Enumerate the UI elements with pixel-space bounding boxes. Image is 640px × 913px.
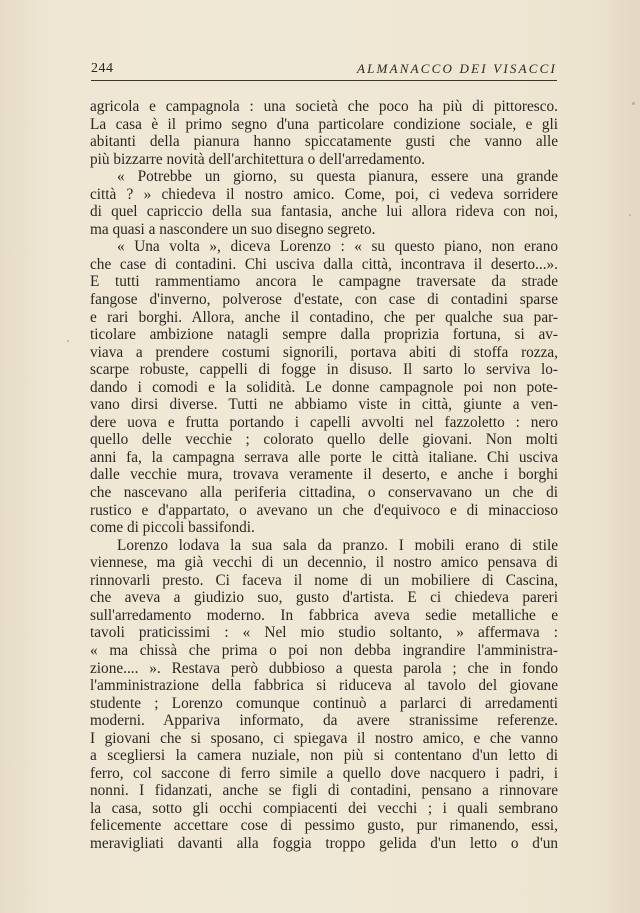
text-line: fangose d'inverno, polverose d'estate, con case di contadini sparse [90,291,558,309]
text-line: tavoli praticissimi : « Nel mio studio soltanto, » affermava : [90,624,558,642]
text-line: dando i comodi e la solidità. Le donne campagnole poi non pote- [90,378,558,396]
text-line: a scegliersi la camera nuziale, non più si contentano d'un letto di [90,747,558,765]
running-head [91,60,557,81]
text-line: E tutti rammentiamo ancora le campagne traversate da strade [90,273,558,291]
text-line: rinnovarli presto. Ci faceva il nome di un mobiliere di Cascina, [90,571,558,589]
body-text [90,98,558,853]
text-line: ferro, col saccone di ferro simile a quello dove nacquero i padri, i [90,764,558,782]
text-line: ma quasi a nascondere un suo disegno segreto. [90,220,376,238]
text-line: la casa, sotto gli occhi compiacenti dei vecchi ; i quali sembrano [90,799,558,817]
text-line: scarpe robuste, cappelli di fogge in disuso. Il sarto lo serviva lo- [90,361,558,379]
text-line: felicemente accettare cose di pessimo gusto, pur rimanendo, essi, [90,817,558,835]
journal-title: ALMANACCO DEI VISACCI [356,61,557,76]
text-line: più bizzarre novità dell'architettura o dell'arredamento. [90,150,426,168]
text-line: moderni. Appariva informato, da avere stranissime referenze. [90,712,558,730]
text-line: I giovani che si sposano, ci spiegava il nostro amico, e che vanno [90,729,558,747]
text-line: che case di contadini. Chi usciva dalla città, incontrava il deserto...». [90,255,558,273]
text-line: che aveva a giudizio suo, gusto d'artista. E ci chiedeva pareri [90,589,558,607]
text-line: meravigliati davanti alla foggia troppo gelida d'un letto o d'un [90,834,558,852]
text-line: quello delle vecchie ; colorato quello delle giovani. Non molti [90,431,558,449]
text-line: città ? » chiedeva il nostro amico. Come, poi, ci vedeva sorridere [90,185,558,203]
text-line: di quel capriccio della sua fantasia, anche lui allora rideva con noi, [90,203,558,221]
text-line: viennese, ma già vecchi di un decennio, il nostro amico pensava di [90,554,558,572]
text-line: come di piccoli bassifondi. [90,519,255,537]
text-line: zione.... ». Restava però dubbioso a questa parola ; che in fondo [90,659,558,677]
text-line: sull'arredamento moderno. In fabbrica aveva sedie metalliche e [90,606,558,624]
text-line: anni fa, la campagna serrava alle porte le città italiane. Chi usciva [90,448,558,466]
text-line: rustico e d'appartato, o avevano un che d'equivoco e di minaccioso [90,501,558,519]
text-line: che nascevano alla periferia cittadina, o conservavano un che di [90,484,558,502]
text-line: ticolare ambizione natagli sempre dalla proprizia fortuna, si av- [90,326,558,344]
text-line: « Potrebbe un giorno, su questa pianura, essere una grande [117,168,558,186]
paper-speck [67,340,69,342]
paper-speck [632,102,635,105]
text-line: viava a prendere costumi signorili, portava abiti di stoffa rozza, [90,343,558,361]
text-line: Lorenzo lodava la sua sala da pranzo. I mobili erano di stile [117,536,558,554]
text-line: vano dirsi diverse. Tutti ne abbiamo viste in città, giunte a ven- [90,396,558,414]
text-line: e rari borghi. Allora, anche il contadino, che per qualche sua par- [90,308,558,326]
text-line: agricola e campagnola : una società che poco ha più di pittoresco. [90,98,558,115]
text-line: La casa è il primo segno d'una particolare condizione sociale, e gli [90,115,558,133]
text-line: nonni. I fidanzati, anche se figli di contadini, pensano a rinnovare [90,782,558,800]
text-line: dalle vecchie mura, trovava veramente il deserto, e anche i borghi [90,466,558,484]
text-line: « Una volta », diceva Lorenzo : « su questo piano, non erano [117,238,558,256]
paper-speck [629,214,631,216]
text-line: dere uova e frutta portando i capelli avvolti nel fazzoletto : nero [90,413,558,431]
text-line: abitanti della pianura hanno spiccatamente gusti che vanno alle [90,133,558,151]
text-line: « ma chissà che prima o poi non debba ingrandire l'amministra- [90,641,558,659]
page-number: 244 [91,61,114,76]
text-line: l'amministrazione della fabbrica si riduceva al tavolo del giovane [90,677,558,695]
text-line: studente ; Lorenzo comunque continuò a parlarci di arredamenti [90,694,558,712]
